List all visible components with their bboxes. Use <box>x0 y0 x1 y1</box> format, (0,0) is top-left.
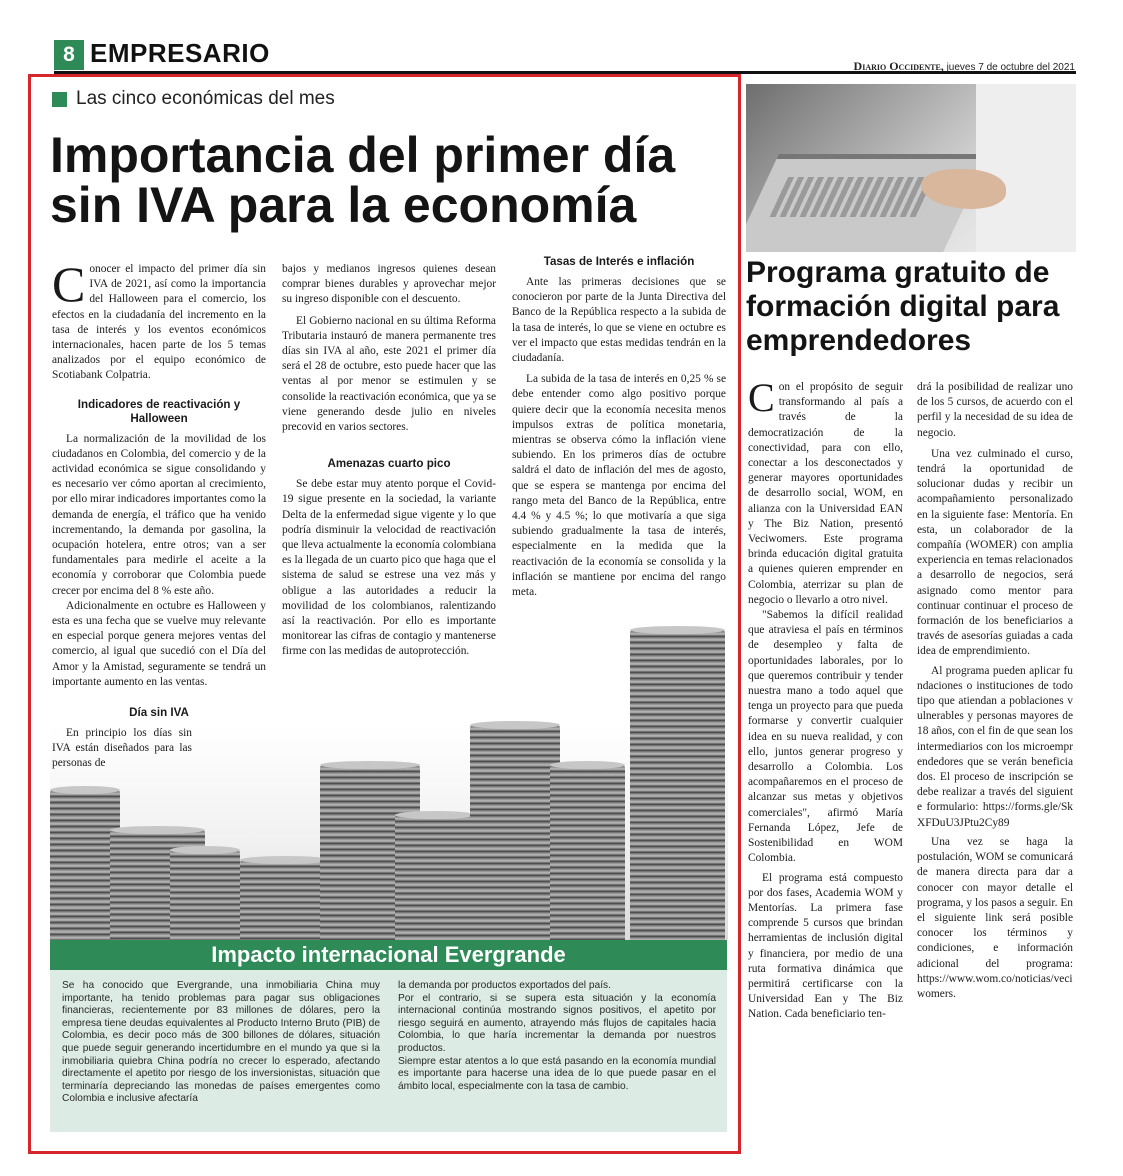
paragraph: Al programa pueden aplicar fundaciones o instituciones de todo tipo que atiendan a poblaciones vulnerables y personas mayores de 18 años, con el fin de que sean los intermediarios con los microemprendedores que se verán beneficiados. El proceso de inscripción se debe realizar a través del siguiente formulario: https://forms.gle/SkXFDuU3JPtu2Cy89 <box>917 664 1073 829</box>
article-column-2 <box>282 262 496 660</box>
paragraph: La normalización de la movilidad de los ciudadanos en Colombia, del comercio y de la actividad económica se sigue consolidando y es necesario ver cómo aportan al crecimiento, por ello mirar indicadores importantes como la demanda de energía, el tráfico que ha venido incrementando, la demanda por gasolina, la ocupación hotelera, entre otros; van a ser fundamentales para medirle el aceite a la economía y corroborar que Colombia puede crecer por encima del 8 % este año. <box>52 432 266 597</box>
paragraph: Adicionalmente en octubre es Halloween y esta es una fecha que se vuelve muy relevante en especial porque genera mejores ventas del comercio, al igual que sucedió con el Día del Amor y la Amistad, seguramente se tendrá un importante aumento en las ventas. <box>52 599 266 688</box>
dropcap: C <box>52 256 86 312</box>
paragraph: En principio los días sin IVA están diseñados para las personas de <box>52 727 192 770</box>
side-lead <box>748 375 903 608</box>
side-article-title: Programa gratuito de formación digital para emprendedores <box>746 256 1060 357</box>
box-column-2 <box>398 980 716 1093</box>
box-title: Impacto internacional Evergrande <box>50 940 727 970</box>
subhead-dia-sin-iva: Día sin IVA <box>129 706 189 720</box>
lead-paragraph <box>52 256 266 384</box>
side-column-2 <box>917 380 1073 1002</box>
side-column-1 <box>748 375 903 1023</box>
article-headline: Importancia del primer día sin IVA para la economía <box>50 127 676 233</box>
masthead <box>854 59 1075 74</box>
laptop-photo <box>746 84 1076 252</box>
paragraph: "Sabemos la difícil realidad que atraviesa el país en términos de desempleo y falta de oportunidades laborales, por lo que queremos contribuir y tender nuestra mano a todo aquel que tenga un proyecto para que pueda formarse y convertir cualquier idea en su nueva realidad, y con ello, juntos generar progreso y desarrollo a Colombia. Los acompañaremos en el proceso de alcanzar sus metas y objetivos comerciales", afirmó María Fernanda López, Jefe de Sostenibilidad en WOM Colombia. <box>748 609 903 865</box>
paragraph: Ante las primeras decisiones que se conocieron por parte de la Junta Directiva del Banco de la República respecto a la subida de la tasa de interés, lo que se viene en octubre es ver el impacto que estas medidas tendrán en la ciudadanía. <box>512 276 726 365</box>
article-column-1 <box>52 256 266 772</box>
article-column-3 <box>512 255 726 600</box>
issue-date: jueves 7 de octubre del 2021 <box>946 62 1075 73</box>
paragraph: Una vez culminado el curso, tendrá la oportunidad de solucionar dudas y recibir un acompañamiento personalizado en la siguiente fase: Mentoría. En esta, un colaborador de la compañía (WOMER) con amplia experiencia en temas relacionados a desarrollo de negocios, será asignado como mentor para continuar continuar el proceso de formación de los beneficiarios a través de asesorías guiadas a cada idea de emprendimiento. <box>917 447 1073 658</box>
box-paragraph: la demanda por productos exportados del país. <box>398 980 611 991</box>
paragraph: La subida de la tasa de interés en 0,25 % se debe entender como algo positivo porque quiere decir que la economía necesita menos impulsos extras de política monetaria, mientras se observa cómo la inflación viene subiendo. En los primeros días de octubre saldrá el dato de inflación del mes de agosto, que se espera se mantenga por encima del rango meta del Banco de la República, entre 4.4 % y 4.5 %; lo que motivaría a que siga subiendo gradualmente la tasa de interés, especialmente en la medida que la reactivación de la economía se consolida y la inflación se mantiene por encima del rango meta. <box>512 373 726 599</box>
paragraph: El Gobierno nacional en su última Reforma Tributaria instauró de manera permanente tres días sin IVA al año, este 2021 el primer día será el 28 de octubre, esto puede hacer que las ventas al por menor se estimulen y se consolide la reactivación económica, que ya se viene generando desde julio en niveles precovid en varios sectores. <box>282 314 496 434</box>
page-number: 8 <box>54 40 84 70</box>
side-lead-text: on el propósito de seguir transformando al país a través de la democratización de la conectividad, para con ello, conectar a los desconectados y generar mayores oportunidades de desarrollo social, WOM, en alianza con la Universidad EAN y The Biz Nation, presentó Veciwomers. Este programa brinda educación digital gratuita a quienes quieren emprender en Colombia, aterrizar su plan de negocio o llevarlo a otro nivel. <box>748 381 903 606</box>
paragraph: El programa está compuesto por dos fases, Academia WOM y Mentorías. La primera fase comprende 5 cursos que brindan herramientas de inclusión digital y financiera, por medio de una ruta formativa dinámica que permitirá certificarse con la Universidad Ean y The Biz Nation. Cada beneficiario ten- <box>748 871 903 1021</box>
paragraph: drá la posibilidad de realizar uno de los 5 cursos, de acuerdo con el perfil y la necesidad de su idea de negocio. <box>917 381 1073 439</box>
kicker <box>52 88 335 110</box>
paragraph: Se debe estar muy atento porque el Covid-19 sigue presente en la sociedad, la variante Delta de la enfermedad sigue vigente y lo que podría disminuir la velocidad de reactivación que lleva actualmente la economía colombiana es la llegada de un cuarto pico que haga que el sistema de salud se estrese una vez más y obligue a las autoridades a reducir la movilidad de los colombianos, ralentizando así la reactivación. Por ello es importante monitorear las cifras de contagio y mantenerse firme con las medidas de autoprotección. <box>282 478 496 658</box>
subhead-cuarto-pico: Amenazas cuarto pico <box>327 457 451 471</box>
kicker-square-icon <box>52 92 67 107</box>
box-paragraph: Por el contrario, si se supera esta situación y la economía internacional continúa mostrando signos positivos, el apetito por riesgo seguirá en aumento, atrayendo más flujos de capitales hacia Colombia, lo que haría incrementar la demanda por nuestros productos. <box>398 992 716 1054</box>
paragraph: bajos y medianos ingresos quienes desean comprar bienes durables y aprovechar mejor su ingreso disponible con el descuento. <box>282 263 496 306</box>
side-dropcap: C <box>748 375 775 420</box>
paragraph: Una vez se haga la postulación, WOM se comunicará de manera directa para dar a conocer con mayor detalle el programa, y los pasos a seguir. En el siguiente link será posible conocer los términos y condiciones, e información adicional del programa: https://www.wom.co/noticias/veciwomers. <box>917 835 1073 1000</box>
section-name: EMPRESARIO <box>90 38 270 68</box>
newspaper-name: Diario Occidente, <box>853 59 944 73</box>
lead-text: onocer el impacto del primer día sin IVA de 2021, así como la importancia del Halloween para el comercio, los efectos en la ciudadanía del incremento en la tasa de interés y los eventos económicos internacionales, hacen parte de los 5 temas analizados por el equipo económico de Scotiabank Colpatria. <box>52 263 266 382</box>
subhead-tasas: Tasas de Interés e inflación <box>543 255 695 268</box>
evergrande-box <box>50 940 727 1132</box>
box-paragraph: Siempre estar atentos a lo que está pasando en la economía mundial es importante para hacerse una idea de lo que puede pasar en el ámbito local, especialmente con la tasa de cambio. <box>398 1055 716 1092</box>
subhead-reactivacion: Indicadores de reactivación y Halloween <box>77 397 241 425</box>
kicker-text: Las cinco económicas del mes <box>76 88 335 109</box>
box-column-1: Se ha conocido que Evergrande, una inmobiliaria China muy importante, ha tenido problemas para pagar sus obligaciones financieras, recientemente por 83 millones de dólares, pero la empresa tiene deudas equivalentes al Producto Interno Bruto (PIB) de Colombia, es decir poco más de 300 billones de dólares, situación que puede seguir generando incertidumbre en el mundo ya que si la inmobiliaria quiebra China podría no crecer lo esperado, afectando directamente el apetito por riesgo de los inversionistas, situación que terminaría depreciando las monedas de países emergentes como Colombia e inclusive afectaría <box>62 980 380 1105</box>
